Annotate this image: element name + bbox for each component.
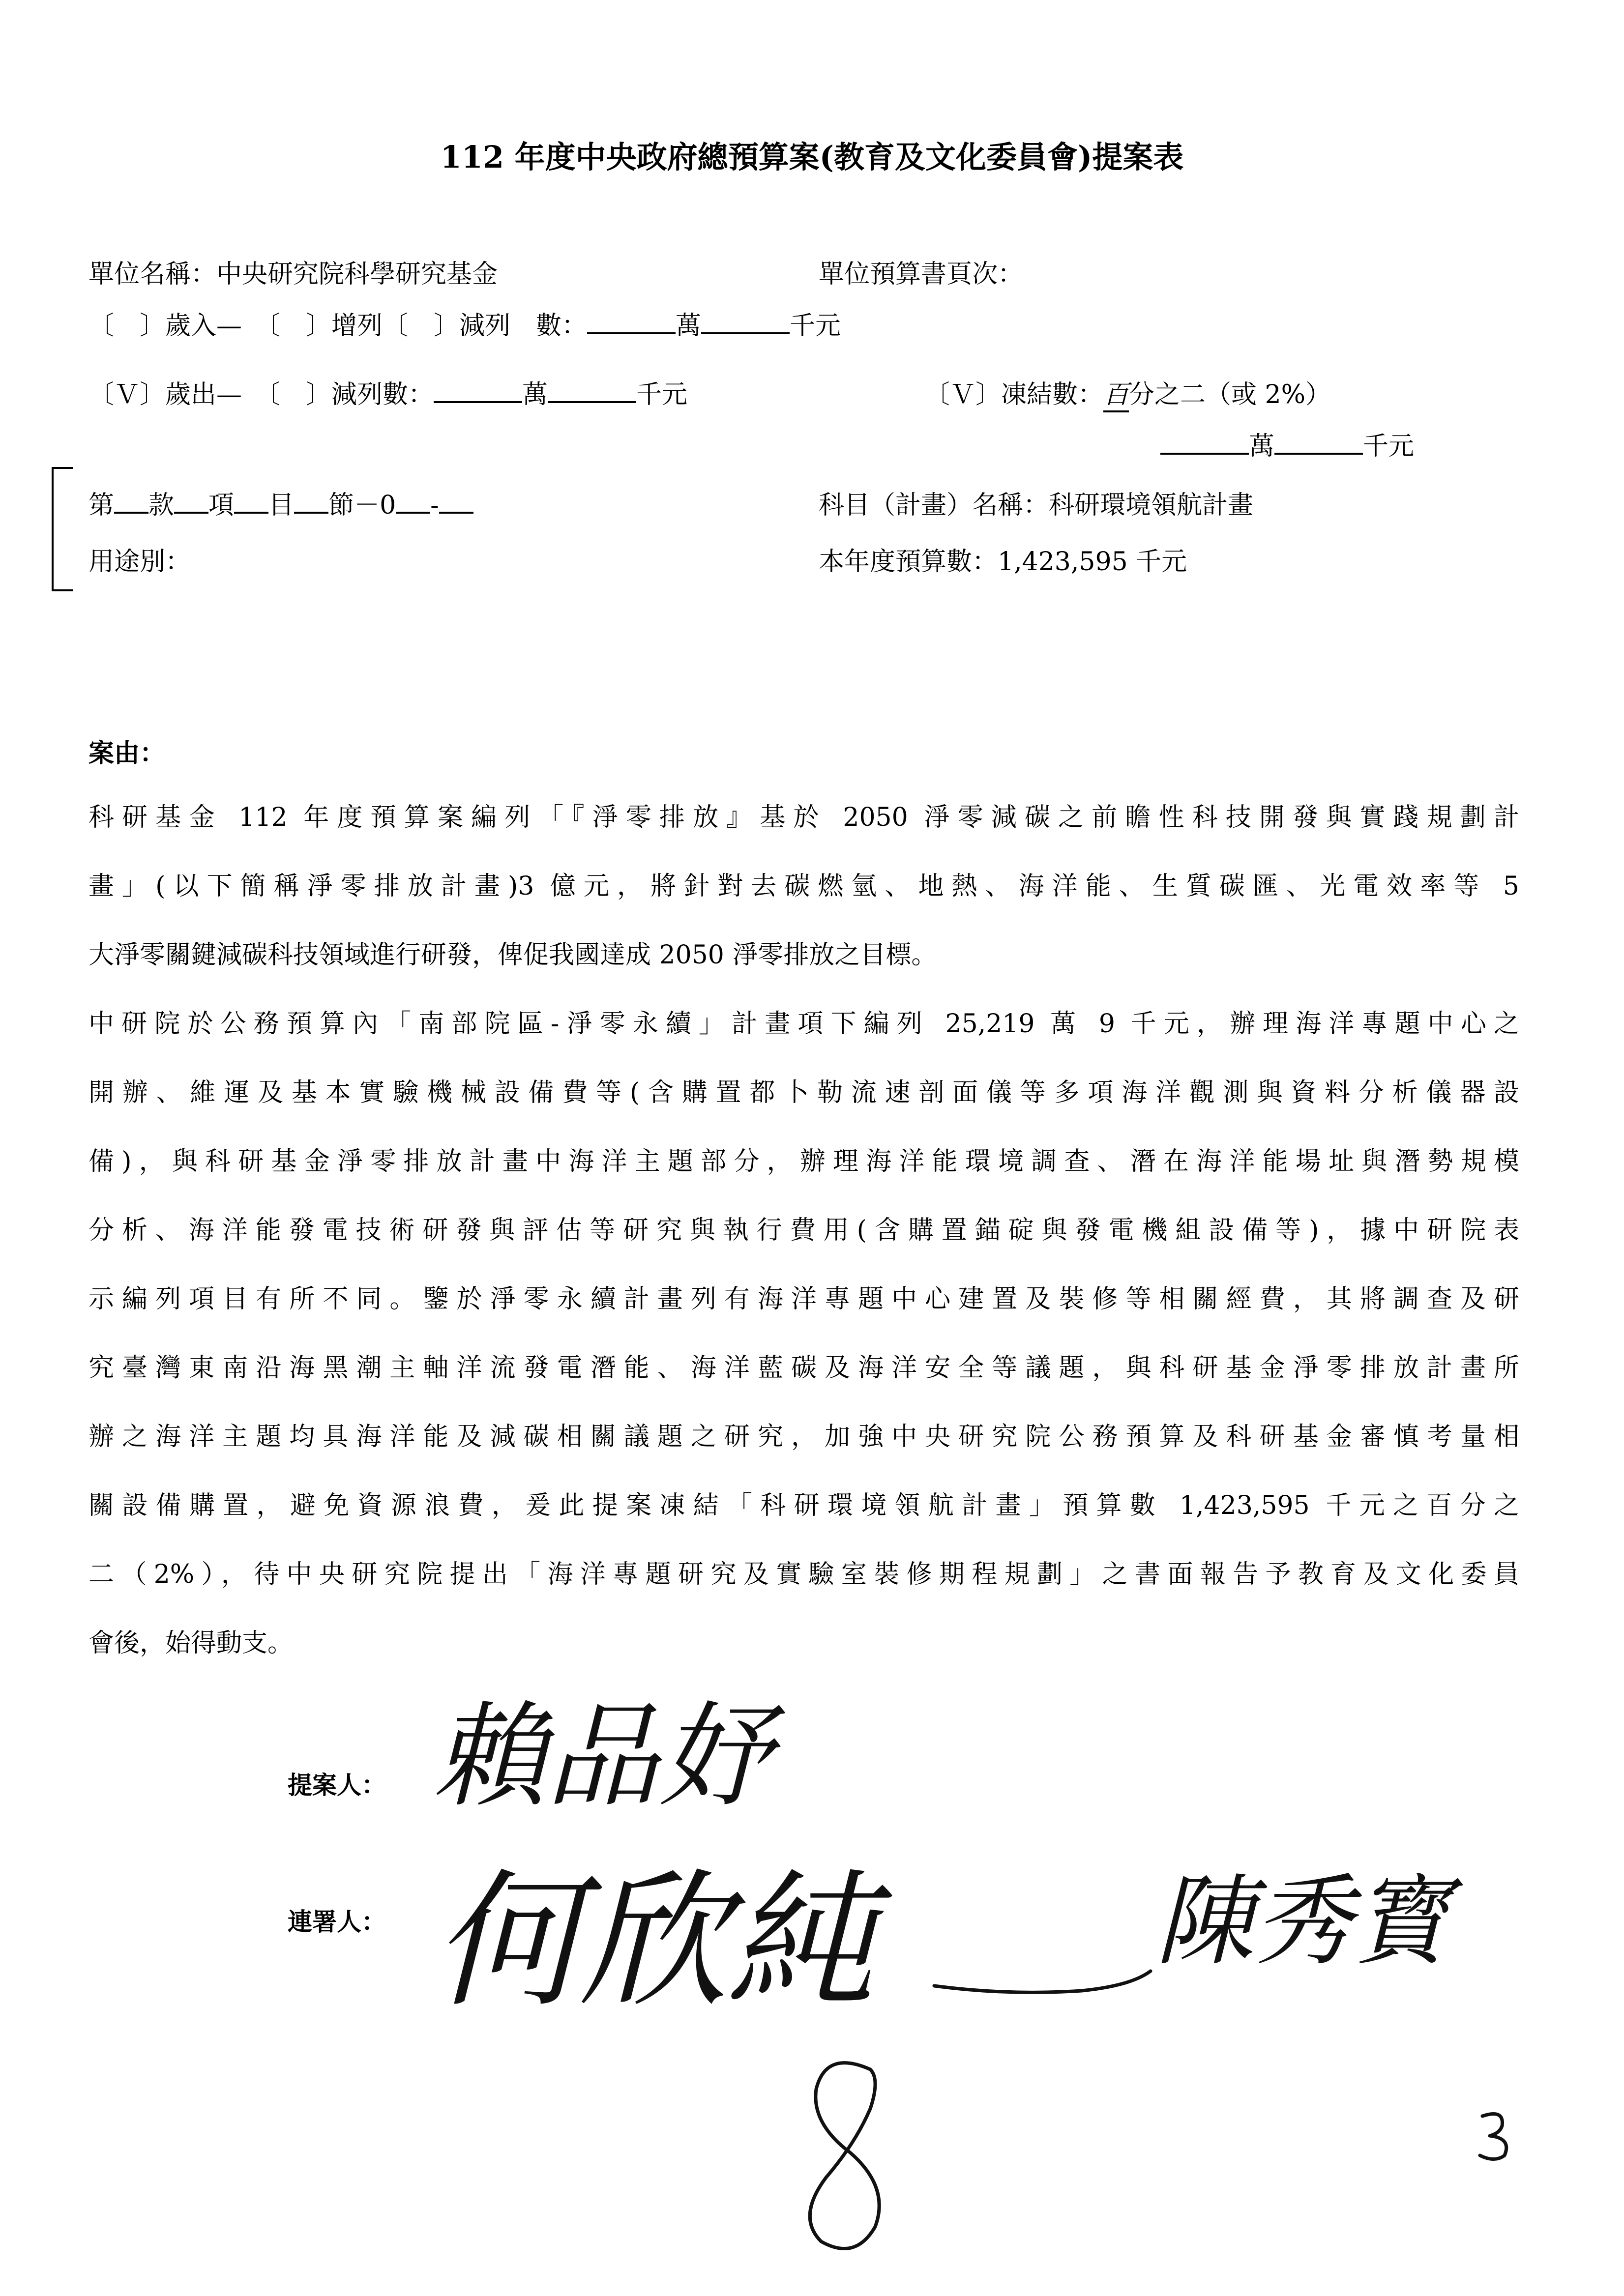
revenue-options: 〔 〕歲入— 〔 〕增列〔 〕減列 數： bbox=[89, 311, 588, 341]
proposer-signature: 賴品妤 bbox=[433, 1691, 772, 1823]
budget-page: 單位預算書頁次： bbox=[819, 260, 1024, 289]
blank bbox=[439, 492, 473, 514]
qian: 千元 bbox=[790, 311, 841, 341]
reason-line: 分析、海洋能發電技術研發與評估等研究與執行費用(含購置錨碇與發電機組設備等)，據中研院表 bbox=[89, 1216, 1519, 1245]
freeze-amount bbox=[1160, 425, 1414, 462]
blank bbox=[1160, 433, 1249, 455]
qian: 千元 bbox=[636, 380, 688, 409]
handwritten-page-number bbox=[1475, 2109, 1519, 2163]
blank bbox=[587, 313, 676, 334]
reason-line: 大淨零關鍵減碳科技領域進行研發，俾促我國達成 2050 淨零排放之目標。 bbox=[89, 940, 937, 970]
xiang: 項 bbox=[208, 491, 235, 520]
blank bbox=[548, 381, 636, 403]
blank bbox=[174, 492, 208, 514]
page-title: 112 年度中央政府總預算案(教育及文化委員會)提案表 bbox=[440, 139, 1184, 175]
program-name: 科目（計畫）名稱：科研環境領航計畫 bbox=[819, 491, 1254, 520]
cosigner-signature-1: 何欣純 bbox=[433, 1856, 875, 2027]
qian: 千元 bbox=[1363, 432, 1415, 461]
expense-options: 〔Ｖ〕歲出— 〔 〕減列數： bbox=[89, 380, 434, 409]
blank bbox=[234, 492, 268, 514]
blank bbox=[114, 492, 148, 514]
reason-line: 示編列項目有所不同。鑒於淨零永續計畫列有海洋專題中心建置及裝修等相關經費，其將調查及研 bbox=[89, 1284, 1519, 1314]
reason-line: 中研院於公務預算內「南部院區-淨零永續」計畫項下編列 25,219 萬 9 千元，辦理海洋專題中心之 bbox=[89, 1009, 1519, 1039]
reason-line: 辦之海洋主題均具海洋能及減碳相關議題之研究，加強中央研究院公務預算及科研基金審慎考量相 bbox=[89, 1422, 1519, 1452]
signature-connector-stroke bbox=[934, 1966, 1155, 2005]
blank bbox=[701, 313, 790, 334]
reason-line: 科研基金 112 年度預算案編列「『淨零排放』基於 2050 淨零減碳之前瞻性科技開發與實踐規劃計 bbox=[89, 803, 1519, 832]
blank bbox=[434, 381, 522, 403]
reason-line: 會後，始得動支。 bbox=[89, 1628, 294, 1658]
freeze-label: 〔Ｖ〕凍結數： bbox=[924, 380, 1104, 409]
di: 第 bbox=[89, 491, 115, 520]
dash: - bbox=[430, 491, 439, 520]
proposer-label: 提案人： bbox=[288, 1771, 386, 1800]
unit-name: 單位名稱：中央研究院科學研究基金 bbox=[89, 260, 498, 289]
blank bbox=[1274, 433, 1363, 455]
freeze-rate: 分之二（或 2%） bbox=[1129, 380, 1331, 409]
handwritten-number-8 bbox=[797, 2055, 905, 2261]
reason-line: 備)，與科研基金淨零排放計畫中海洋主題部分，辦理海洋能環境調查、潛在海洋能場址與潛勢規模 bbox=[89, 1147, 1519, 1176]
reason-line: 究臺灣東南沿海黑潮主軸洋流發電潛能、海洋藍碳及海洋安全等議題，與科研基金淨零排放計畫所 bbox=[89, 1353, 1519, 1383]
usage: 用途別： bbox=[89, 547, 191, 577]
reason-line: 二（2%），待中央研究院提出「海洋專題研究及實驗室裝修期程規劃」之書面報告予教育及文化委員 bbox=[89, 1560, 1519, 1589]
freeze-line bbox=[924, 374, 1331, 412]
reason-line: 畫」(以下簡稱淨零排放計畫)3 億元，將針對去碳燃氫、地熱、海洋能、生質碳匯、光電效率等 5 bbox=[89, 872, 1519, 901]
budget-amount: 本年度預算數：1,423,595 千元 bbox=[819, 547, 1187, 577]
revenue-line bbox=[89, 305, 841, 342]
kuan: 款 bbox=[148, 491, 175, 520]
mu: 目 bbox=[268, 491, 295, 520]
wan: 萬 bbox=[676, 311, 702, 341]
reason-heading: 案由： bbox=[89, 738, 166, 768]
bracket bbox=[52, 467, 73, 591]
cosigner-label: 連署人： bbox=[288, 1907, 386, 1936]
section-line bbox=[89, 484, 473, 521]
expense-line bbox=[89, 374, 687, 410]
blank bbox=[294, 492, 328, 514]
handwritten-hundred: 百 bbox=[1103, 374, 1129, 412]
wan: 萬 bbox=[1249, 432, 1275, 461]
jie: 節－0 bbox=[328, 491, 396, 520]
reason-line: 關設備購置，避免資源浪費，爰此提案凍結「科研環境領航計畫」預算數 1,423,595 千元之百分之 bbox=[89, 1491, 1519, 1520]
reason-line: 開辦、維運及基本實驗機械設備費等(含購置都卜勒流速剖面儀等多項海洋觀測與資料分析儀器設 bbox=[89, 1078, 1519, 1107]
blank bbox=[396, 492, 430, 514]
wan: 萬 bbox=[522, 380, 548, 409]
cosigner-signature-2: 陳秀寳 bbox=[1155, 1864, 1451, 1979]
